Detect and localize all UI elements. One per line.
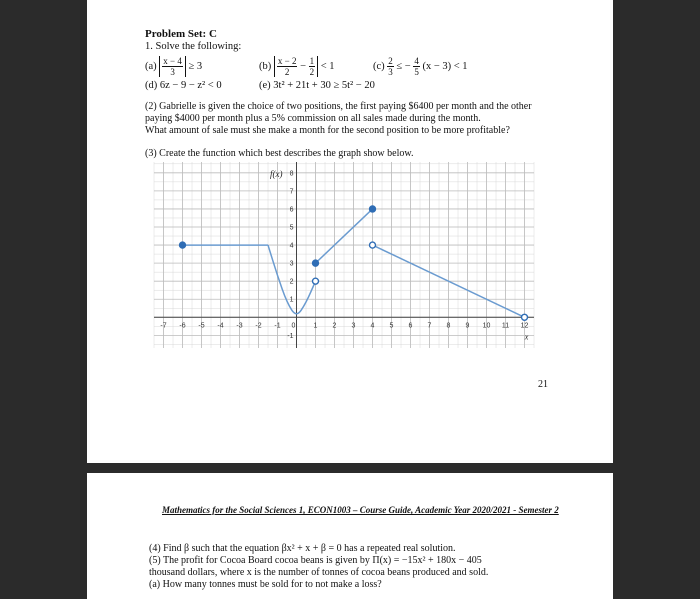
open-point bbox=[370, 242, 376, 248]
y-axis-label: f(x) bbox=[270, 168, 283, 179]
q1b-denominator-1: 2 bbox=[284, 67, 290, 77]
x-tick-label: -6 bbox=[179, 322, 186, 330]
q1c-numerator-1: 2 bbox=[388, 56, 393, 66]
q1c-rest: (x − 3) < 1 bbox=[422, 60, 468, 72]
x-tick-label: 2 bbox=[332, 322, 337, 330]
question-1b bbox=[259, 56, 335, 77]
q1e-label: (e) bbox=[259, 80, 271, 91]
q1b-minus: − bbox=[300, 60, 306, 72]
q1c-relation: ≤ − bbox=[396, 60, 411, 72]
x-tick-label: 5 bbox=[389, 322, 394, 330]
question-3: (3) Create the function which best describes the graph show below. bbox=[145, 148, 414, 159]
x-tick-label: 9 bbox=[465, 322, 470, 330]
q1b-relation: < 1 bbox=[320, 60, 335, 72]
document-page-2 bbox=[87, 473, 613, 599]
x-axis-label: x bbox=[524, 332, 529, 342]
q1e-expression: 3t² + 21t + 30 ≥ 5t² − 20 bbox=[273, 80, 375, 91]
y-tick-label: 6 bbox=[289, 206, 294, 214]
question-1e bbox=[259, 80, 375, 92]
y-tick-label: 8 bbox=[289, 170, 294, 178]
x-tick-label: -4 bbox=[217, 322, 224, 330]
closed-point bbox=[369, 206, 375, 212]
closed-point bbox=[312, 260, 318, 266]
q1d-expression: 6z − 9 − z² < 0 bbox=[159, 80, 222, 91]
page-number: 21 bbox=[538, 379, 548, 390]
x-tick-label: 6 bbox=[408, 322, 413, 330]
x-tick-label: 7 bbox=[427, 322, 432, 330]
q1a-relation: ≥ 3 bbox=[188, 60, 203, 72]
q1a-numerator: x − 4 bbox=[163, 56, 182, 66]
x-tick-label: -5 bbox=[198, 322, 205, 330]
q1c-denominator-1: 3 bbox=[388, 67, 393, 77]
q1c-numerator-2: 4 bbox=[414, 56, 419, 66]
closed-point bbox=[179, 242, 185, 248]
q1b-numerator-1: x − 2 bbox=[277, 56, 297, 66]
y-tick-label: 1 bbox=[289, 296, 294, 304]
question-5a: (a) How many tonnes must be sold for to not make a loss? bbox=[149, 579, 382, 590]
question-1-intro: 1. Solve the following: bbox=[145, 41, 242, 52]
open-point bbox=[522, 314, 528, 320]
problem-set-title: Problem Set: C bbox=[145, 28, 217, 40]
q1a-label: (a) bbox=[145, 60, 157, 72]
question-1c bbox=[373, 56, 468, 77]
y-tick-label: 7 bbox=[289, 188, 294, 196]
x-tick-label: 8 bbox=[446, 322, 451, 330]
x-tick-label: -2 bbox=[255, 322, 262, 330]
course-guide-footer: Mathematics for the Social Sciences 1, ECON1003 – Course Guide, Academic Year 2020/2021 - Semester 2 bbox=[162, 505, 559, 515]
question-5-line-1: (5) The profit for Cocoa Board cocoa beans is given by Π(x) = −15x² + 180x − 405 bbox=[149, 555, 482, 566]
question-1d bbox=[145, 80, 222, 92]
x-tick-label: -3 bbox=[236, 322, 243, 330]
x-tick-label: -1 bbox=[274, 322, 281, 330]
y-tick-label: 4 bbox=[289, 242, 294, 250]
q1a-abs bbox=[159, 56, 186, 77]
y-tick-label: 2 bbox=[289, 278, 294, 286]
open-point bbox=[313, 278, 319, 284]
question-1a bbox=[145, 56, 202, 77]
question-2-line-3: What amount of sale must she make a month for the second position to be more profitable? bbox=[145, 125, 510, 136]
q1c-denominator-2: 5 bbox=[414, 67, 419, 77]
q1b-label: (b) bbox=[259, 60, 272, 72]
function-graph bbox=[150, 158, 540, 360]
y-tick-label: 3 bbox=[289, 260, 294, 268]
x-tick-label: -7 bbox=[160, 322, 167, 330]
x-tick-label: 0 bbox=[291, 322, 296, 330]
q1a-denominator: 3 bbox=[170, 67, 175, 77]
x-tick-label: 3 bbox=[351, 322, 356, 330]
q1b-denominator-2: 2 bbox=[309, 67, 315, 77]
x-tick-label: 1 bbox=[313, 322, 318, 330]
q1d-label: (d) bbox=[145, 80, 158, 91]
q1b-abs bbox=[274, 56, 318, 77]
question-5-line-2: thousand dollars, where x is the number of tonnes of cocoa beans produced and sold. bbox=[149, 567, 489, 578]
question-4: (4) Find β such that the equation βx² + x + β = 0 has a repeated real solution. bbox=[149, 543, 456, 554]
y-tick-label: -1 bbox=[287, 332, 294, 340]
x-tick-label: 12 bbox=[520, 322, 529, 330]
question-2-line-2: paying $4000 per month plus a 5% commission on all sales made during the month. bbox=[145, 113, 481, 124]
x-tick-label: 4 bbox=[370, 322, 375, 330]
q1c-label: (c) bbox=[373, 60, 385, 72]
x-tick-label: 11 bbox=[501, 322, 510, 330]
q1b-numerator-2: 1 bbox=[309, 56, 315, 66]
document-page-1 bbox=[87, 0, 613, 463]
y-tick-label: 5 bbox=[289, 224, 294, 232]
x-tick-label: 10 bbox=[482, 322, 491, 330]
question-2-line-1: (2) Gabrielle is given the choice of two positions, the first paying $6400 per month and the other bbox=[145, 101, 532, 112]
